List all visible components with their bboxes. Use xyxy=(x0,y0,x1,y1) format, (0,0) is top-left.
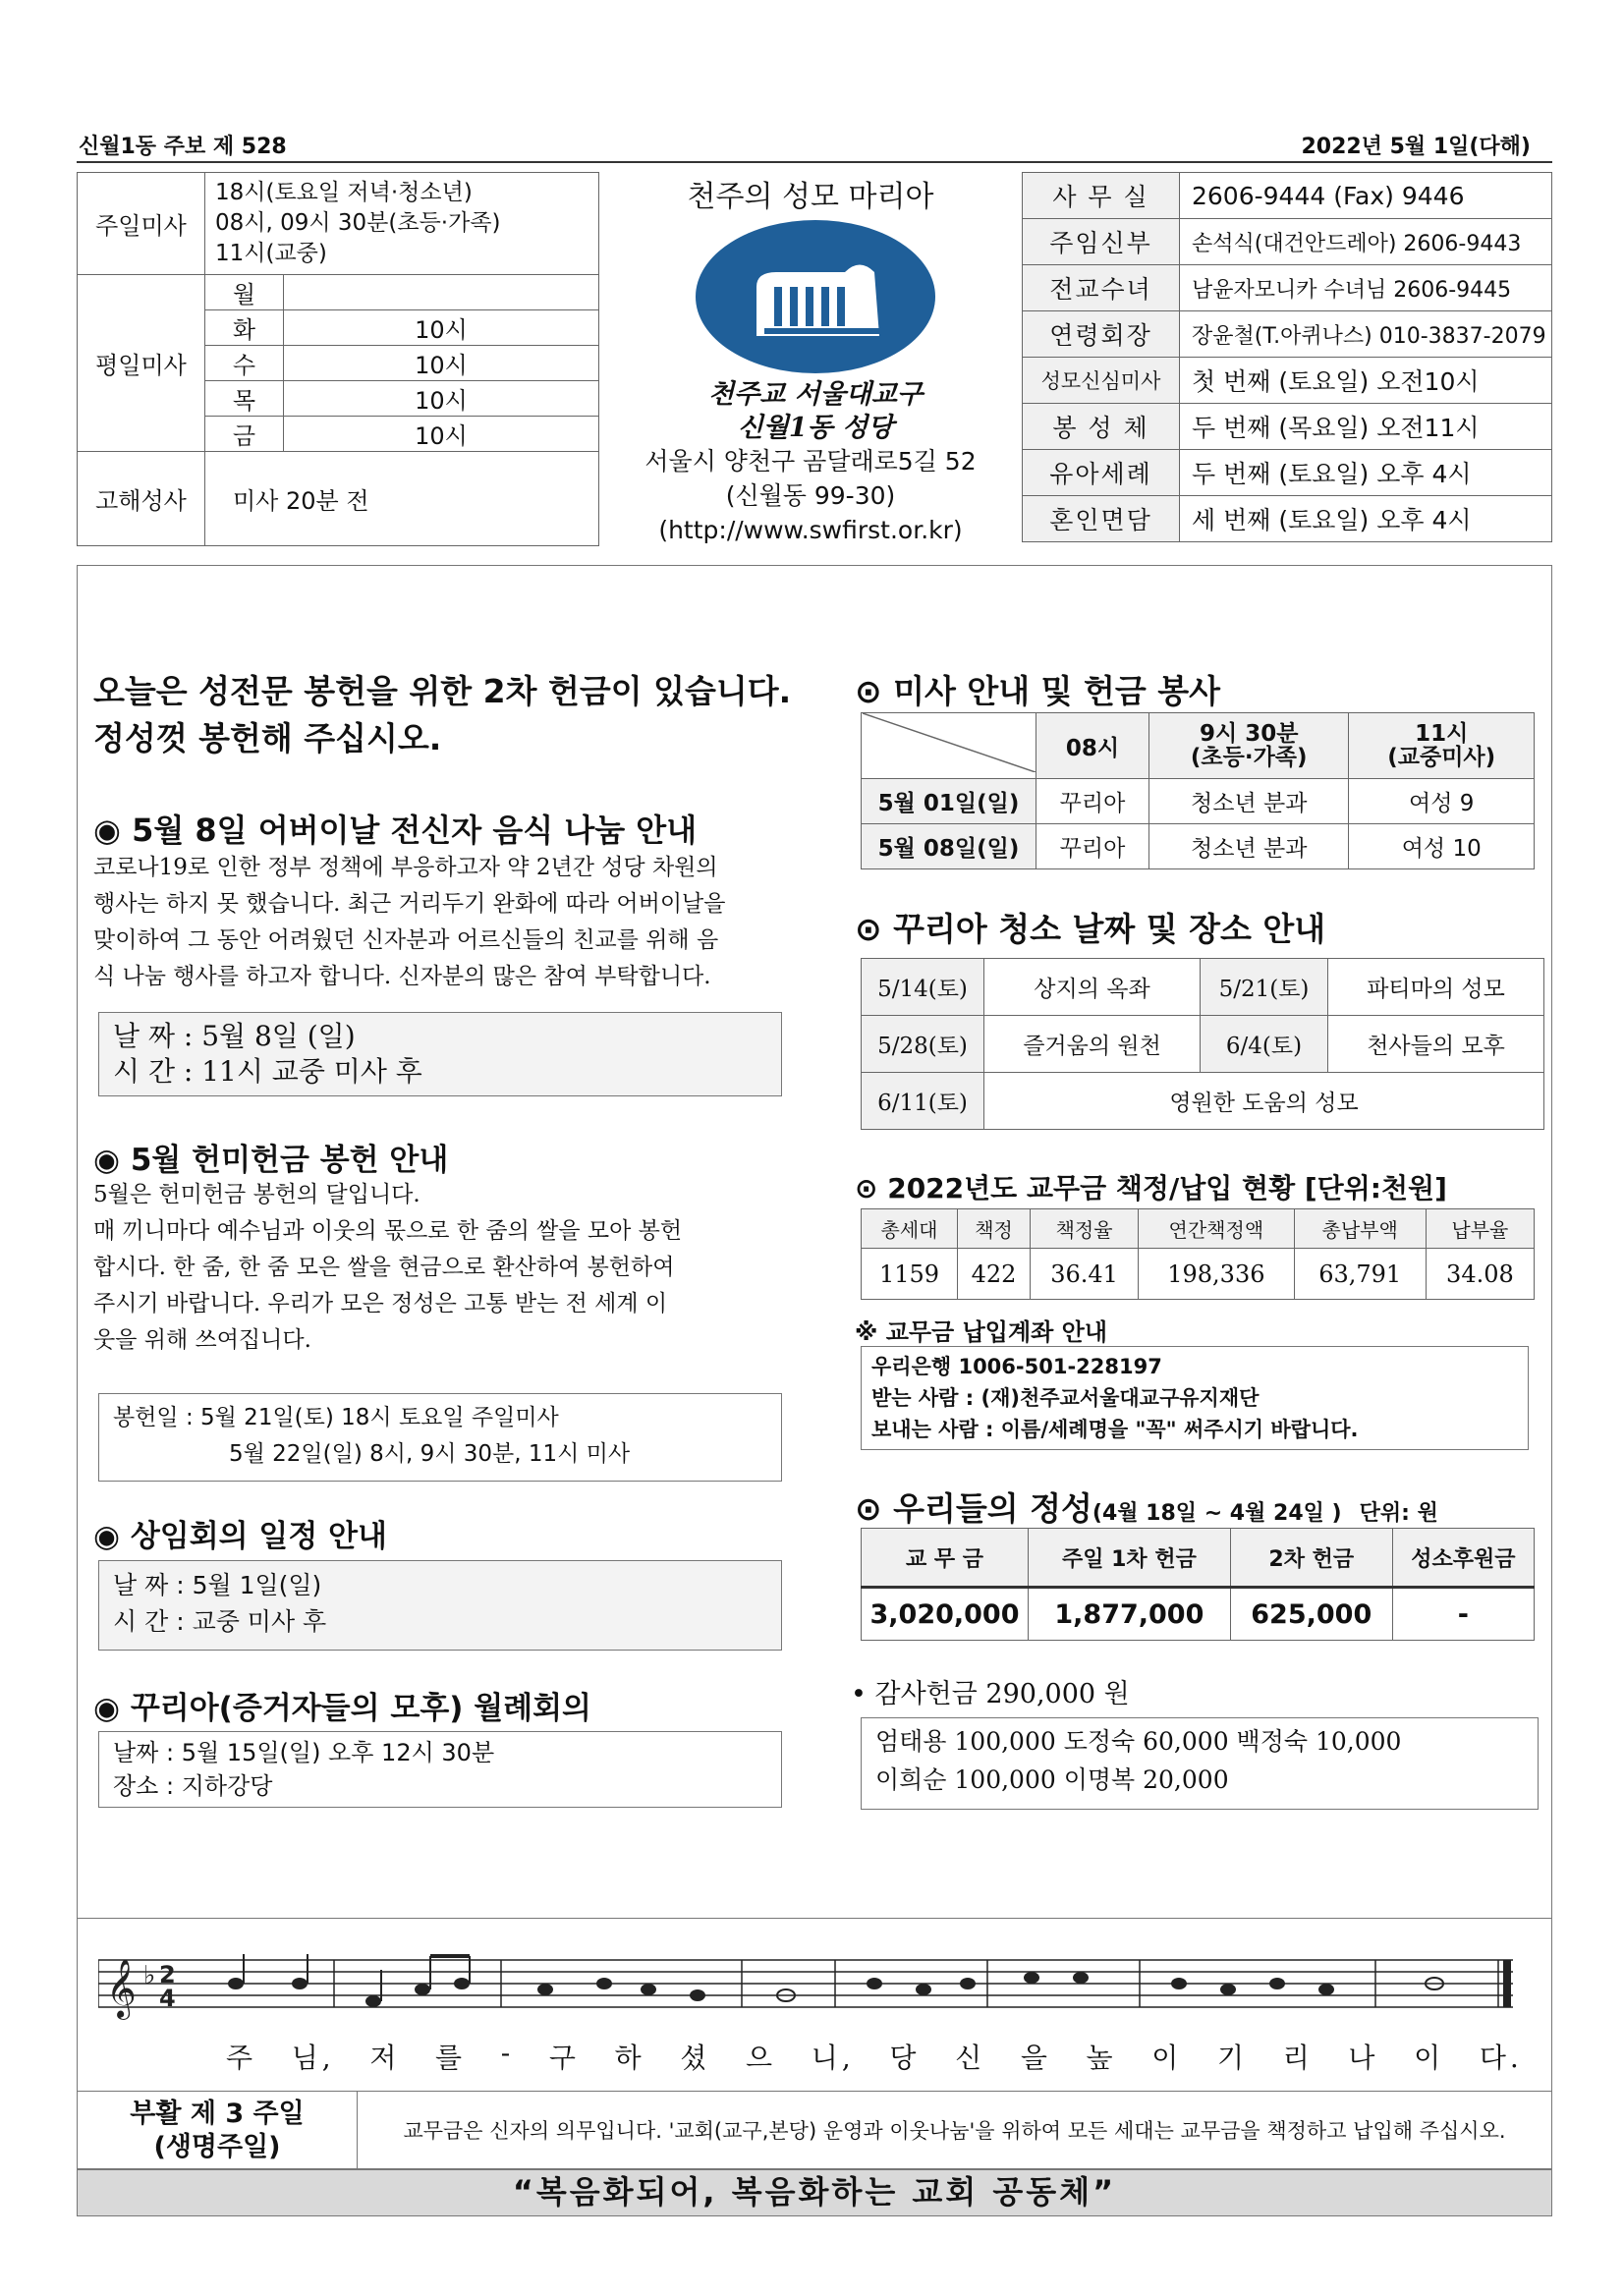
lyrics: 주 님, 저 를 - 구 하 셨 으 니, 당 신 을 높 이 기 리 나 이 다. xyxy=(226,2037,1523,2074)
council-box: 날 짜 : 5월 1일(일) 시 간 : 교중 미사 후 xyxy=(98,1560,782,1651)
levy-title: ⊙ 2022년도 교무금 책정/납입 현황 [단위:천원] xyxy=(855,1172,1447,1204)
weekday-mon: 월 xyxy=(205,275,284,310)
weekday-tue: 화 xyxy=(205,310,284,346)
thanks-list: 엄태용 100,000 도정숙 60,000 백정숙 10,000 이희순 100,000 이명복 20,000 xyxy=(861,1717,1539,1810)
account-title: ※ 교무금 납입계좌 안내 xyxy=(855,1318,1108,1346)
offering-notice: 오늘은 성전문 봉헌을 위한 2차 헌금이 있습니다. 정성껏 봉헌해 주십시오. xyxy=(93,672,792,757)
confession-label: 고해성사 xyxy=(78,452,205,546)
mothers-day-box: 날 짜 : 5월 8일 (일) 시 간 : 11시 교중 미사 후 xyxy=(98,1012,782,1096)
account-box: 우리은행 1006-501-228197 받는 사람 : (재)천주교서울대교구유지재단 보내는 사람 : 이름/세례명을 "꼭" 써주시기 바랍니다. xyxy=(861,1346,1529,1450)
weekday-wed: 수 xyxy=(205,346,284,381)
svg-text:2: 2 xyxy=(159,1961,176,1988)
mass-service-title: ⊙ 미사 안내 및 헌금 봉사 xyxy=(855,672,1220,710)
weekday-mass-label: 평일미사 xyxy=(78,275,205,452)
diagonal-header-cell xyxy=(862,713,1036,779)
mass-service-table: 08시 9시 30분 (초등·가족) 11시 (교중미사) 5월 01일(일) 꾸리아 청소년 분과 여성 9 5월 08일(일) 꾸리아 청소년 분과 여성 10 xyxy=(861,712,1535,869)
offering-table: 교 무 금 주일 1차 헌금 2차 헌금 성소후원금 3,020,000 1,877,000 625,000 - xyxy=(861,1528,1535,1641)
bulletin-number: 신월1동 주보 제 528 xyxy=(79,135,287,159)
mothers-day-title: ◉ 5월 8일 어버이날 전신자 음식 나눔 안내 xyxy=(93,812,698,849)
thanks-offering: • 감사헌금 290,000 원 xyxy=(851,1679,1130,1709)
svg-text:4: 4 xyxy=(159,1985,176,2012)
weekday-thu: 목 xyxy=(205,381,284,417)
svg-text:♭: ♭ xyxy=(143,1961,156,1990)
weekday-fri: 금 xyxy=(205,417,284,452)
confession-value: 미사 20분 전 xyxy=(205,452,599,546)
liturgical-sunday: 부활 제 3 주일 (생명주일) xyxy=(78,2092,358,2168)
cleaning-title: ⊙ 꾸리아 청소 날짜 및 장소 안내 xyxy=(855,910,1326,948)
levy-table: 총세대 책정 책정율 연간책정액 총납부액 납부율 1159 422 36.41 198,336 63,791 34.08 xyxy=(861,1208,1535,1300)
mass-schedule-table: 주일미사 18시(토요일 저녁·청소년) 08시, 09시 30분(초등·가족) 11시(교중) 평일미사 월 화 10시 수 10시 목 10시 금 10시 고해성사 미사 20분 전 xyxy=(77,172,599,546)
council-title: ◉ 상임회의 일정 안내 xyxy=(93,1519,387,1554)
footer-bar xyxy=(77,2091,1552,2169)
parish-logo-text: 천주교 서울대교구 신월1동 성당 xyxy=(707,379,924,443)
curia-box: 날짜 : 5월 15일(일) 오후 12시 30분 장소 : 지하강당 xyxy=(98,1731,782,1808)
contact-table: 사 무 실 2606-9444 (Fax) 9446 주임신부 손석식(대건안드레아) 2606-9443 전교수녀 남윤자모니카 수녀님 2606-9445 연령회장 장윤철(T.아퀴나스) 010-3837-2079 성모신심미사 첫 번째 (토요일) 오전10시 봉 성 체 두 번째 (목요일) 오전11시 유아세례 두 번째 (토요일) 오후 4시 혼인면담 세 번째 (토요일) 오후 4시 xyxy=(1022,172,1552,542)
cleaning-table: 5/14(토) 상지의 옥좌 5/21(토) 파티마의 성모 5/28(토) 즐거움의 원천 6/4(토) 천사들의 모후 6/11(토) 영원한 도움의 성모 xyxy=(861,958,1544,1130)
curia-title: ◉ 꾸리아(증거자들의 모후) 월례회의 xyxy=(93,1691,592,1726)
levy-duty-note: 교무금은 신자의 의무입니다. '교회(교구,본당) 운영과 이웃나눔'을 위하여 모든 세대는 교무금을 책정하고 납입해 주십시오. xyxy=(403,2119,1506,2143)
parish-motto: “복음화되어, 복음화하는 교회 공동체” xyxy=(77,2169,1552,2216)
header-rule xyxy=(77,161,1552,163)
rice-offering-title: ◉ 5월 헌미헌금 봉헌 안내 xyxy=(93,1143,449,1178)
svg-text:𝄞: 𝄞 xyxy=(106,1959,137,2018)
rice-offering-box: 봉헌일 : 5월 21일(토) 18시 토요일 주일미사 5월 22일(일) 8시, 9시 30분, 11시 미사 xyxy=(98,1393,782,1482)
sunday-mass-label: 주일미사 xyxy=(78,173,205,275)
sunday-mass-times: 18시(토요일 저녁·청소년) 08시, 09시 30분(초등·가족) 11시(교중) xyxy=(205,173,599,275)
parish-logo xyxy=(688,218,943,375)
music-staff xyxy=(98,1950,1523,2029)
parish-url-link[interactable]: (http://www.swfirst.or.kr) xyxy=(658,516,963,544)
parish-address: 서울시 양천구 곰달래로5길 52 (신월동 99-30) (http://www.swfirst.or.kr) xyxy=(609,444,1012,547)
rice-offering-body: 5월은 헌미헌금 봉헌의 달입니다. 매 끼니마다 예수님과 이웃의 몫으로 한 줌의 쌀을 모아 봉헌 합시다. 한 줌, 한 줌 모은 쌀을 현금으로 환산하여 봉헌하여 주시기 바랍니다. 우리가 모은 정성은 고통 받는 전 세계 이 웃을 위해 쓰여집니다. xyxy=(93,1182,683,1353)
bulletin-date: 2022년 5월 1일(다해) xyxy=(1301,135,1531,159)
mothers-day-body: 코로나19로 인한 정부 정책에 부응하고자 약 2년간 성당 차원의 행사는 하지 못 했습니다. 최근 거리두기 완화에 따라 어버이날을 맞이하여 그 동안 어려웠던 신자분과 어르신들의 친교를 위해 음 식 나눔 행사를 하고자 합니다. 신자분의 많은 참여 부탁합니다. xyxy=(93,855,726,989)
offering-title: ⊙ 우리들의 정성(4월 18일 ~ 4월 24일 ) 단위: 원 xyxy=(855,1489,1438,1528)
parish-title: 천주의 성모 마리아 xyxy=(687,180,934,214)
